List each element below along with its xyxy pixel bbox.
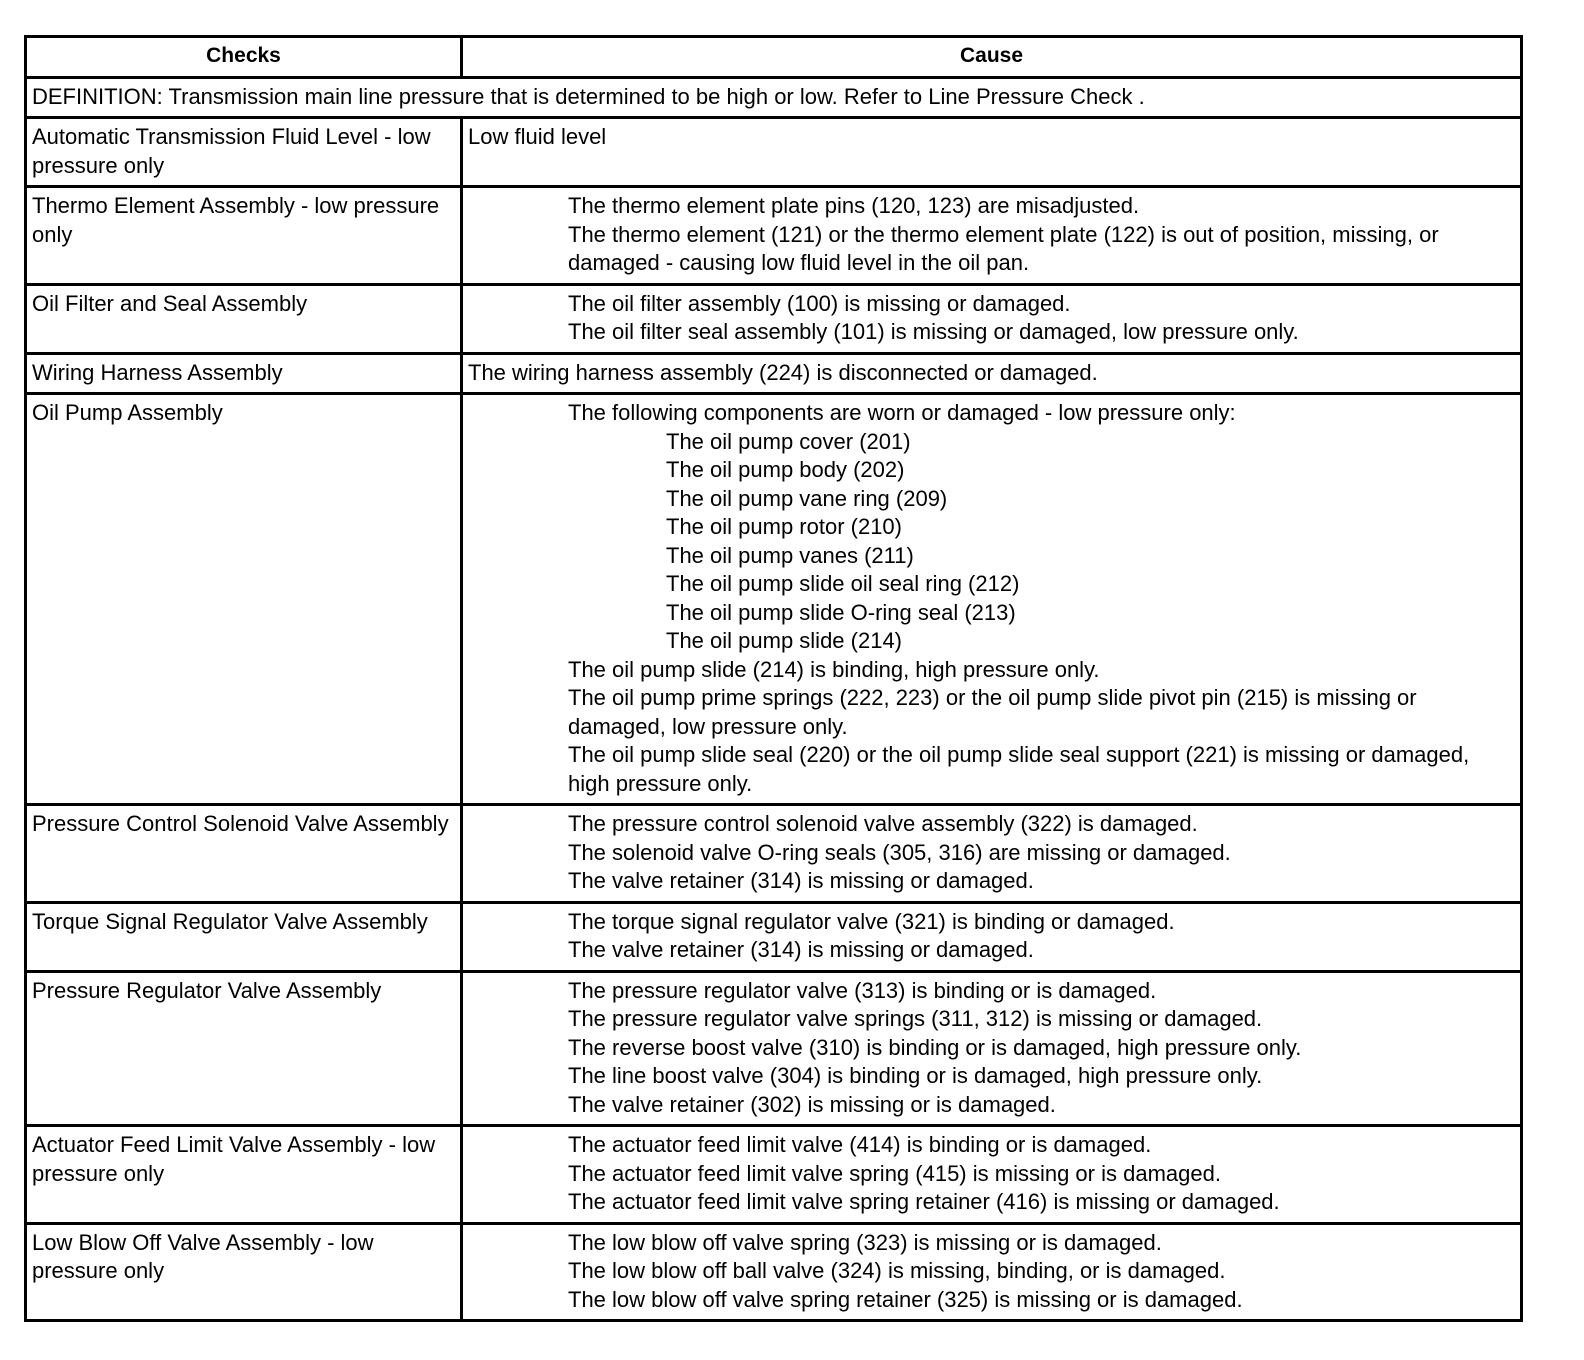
cause-cell (462, 1126, 1522, 1224)
cause-line: The low blow off valve spring (323) is missing or is damaged. (568, 1229, 1162, 1255)
cause-cell (462, 805, 1522, 903)
cause-line: The oil pump prime springs (222, 223) or the oil pump slide pivot pin (215) is missing or damaged, low pressure only. (568, 685, 1417, 739)
cause-line: The oil pump slide seal (220) or the oil pump slide seal support (221) is missing or damaged, high pressure only. (568, 742, 1470, 796)
cause-line: The low blow off ball valve (324) is missing, binding, or is damaged. (568, 1258, 1226, 1283)
cause-line: The oil pump slide O-ring seal (213) (666, 599, 1016, 625)
definition-row (26, 77, 1522, 118)
cause-cell (462, 394, 1522, 805)
check-cell: Low Blow Off Valve Assembly - low pressure only (26, 1223, 462, 1321)
cause-line: The oil filter assembly (100) is missing or damaged. (568, 290, 1071, 316)
cause-line: The pressure regulator valve (313) is binding or is damaged. (568, 977, 1157, 1003)
cause-line: The actuator feed limit valve (414) is binding or is damaged. (568, 1132, 1152, 1157)
cause-line: The oil pump slide (214) is binding, high pressure only. (568, 656, 1100, 682)
cause-line: The line boost valve (304) is binding or is damaged, high pressure only. (568, 1063, 1263, 1088)
cause-cell (462, 118, 1522, 187)
cause-cell (462, 902, 1522, 971)
cause-line: The oil pump slide (214) (666, 628, 903, 653)
table-row (26, 1126, 1522, 1224)
cause-cell (462, 353, 1522, 394)
cause-line: The reverse boost valve (310) is binding or is damaged, high pressure only. (568, 1034, 1302, 1060)
cause-line: Low fluid level (468, 124, 607, 149)
check-cell: Oil Filter and Seal Assembly (26, 284, 462, 353)
cause-line: The thermo element (121) or the thermo element plate (122) is out of position, missing, or damaged - causing low fluid level in the oil pan. (568, 221, 1439, 275)
table-row (26, 187, 1522, 285)
cause-line: The pressure control solenoid valve assembly (322) is damaged. (568, 811, 1198, 836)
check-cell: Pressure Regulator Valve Assembly (26, 971, 462, 1126)
cause-line: The oil filter seal assembly (101) is missing or damaged, low pressure only. (568, 319, 1299, 344)
table-row (26, 353, 1522, 394)
table-row (26, 1223, 1522, 1321)
cause-line: The torque signal regulator valve (321) is binding or damaged. (568, 908, 1175, 934)
cause-cell (462, 971, 1522, 1126)
cause-line: The oil pump vanes (211) (666, 542, 914, 568)
cause-cell (462, 284, 1522, 353)
table-row (26, 971, 1522, 1126)
check-cell: Wiring Harness Assembly (26, 353, 462, 394)
cause-line: The actuator feed limit valve spring (415) is missing or is damaged. (568, 1160, 1221, 1186)
cause-line: The thermo element plate pins (120, 123) are misadjusted. (568, 193, 1140, 218)
cause-cell (462, 1223, 1522, 1321)
table-row (26, 805, 1522, 903)
cause-line: The following components are worn or damaged - low pressure only: (568, 400, 1236, 425)
cause-line: The valve retainer (314) is missing or damaged. (568, 937, 1034, 962)
cause-line: The wiring harness assembly (224) is disconnected or damaged. (468, 359, 1098, 385)
cause-line: The solenoid valve O-ring seals (305, 316) are missing or damaged. (568, 839, 1231, 865)
check-cell: Pressure Control Solenoid Valve Assembly (26, 805, 462, 903)
header-row (26, 37, 1522, 78)
cause-line: The valve retainer (314) is missing or damaged. (568, 868, 1034, 893)
cause-cell (462, 187, 1522, 285)
cause-line: The oil pump rotor (210) (666, 514, 902, 539)
cause-line: The low blow off valve spring retainer (325) is missing or is damaged. (568, 1286, 1243, 1312)
cause-line: The oil pump cover (201) (666, 428, 911, 454)
check-cell: Automatic Transmission Fluid Level - low pressure only (26, 118, 462, 187)
check-cell: Thermo Element Assembly - low pressure only (26, 187, 462, 285)
cause-line: The pressure regulator valve springs (311, 312) is missing or damaged. (568, 1006, 1263, 1031)
cause-header: Cause (462, 37, 1522, 78)
table-row (26, 118, 1522, 187)
diagnostic-table (24, 35, 1523, 1322)
cause-line: The oil pump slide oil seal ring (212) (666, 571, 1020, 596)
cause-line: The oil pump body (202) (666, 457, 905, 482)
table-row (26, 284, 1522, 353)
definition-text: DEFINITION: Transmission main line pressure that is determined to be high or low. Refer to Line Pressure Check . (26, 77, 1522, 118)
checks-header: Checks (26, 37, 462, 78)
table-row (26, 902, 1522, 971)
table-row (26, 394, 1522, 805)
cause-line: The valve retainer (302) is missing or is damaged. (568, 1091, 1056, 1117)
check-cell: Torque Signal Regulator Valve Assembly (26, 902, 462, 971)
check-cell: Actuator Feed Limit Valve Assembly - low pressure only (26, 1126, 462, 1224)
cause-line: The oil pump vane ring (209) (666, 485, 948, 511)
cause-line: The actuator feed limit valve spring retainer (416) is missing or damaged. (568, 1189, 1280, 1214)
check-cell: Oil Pump Assembly (26, 394, 462, 805)
